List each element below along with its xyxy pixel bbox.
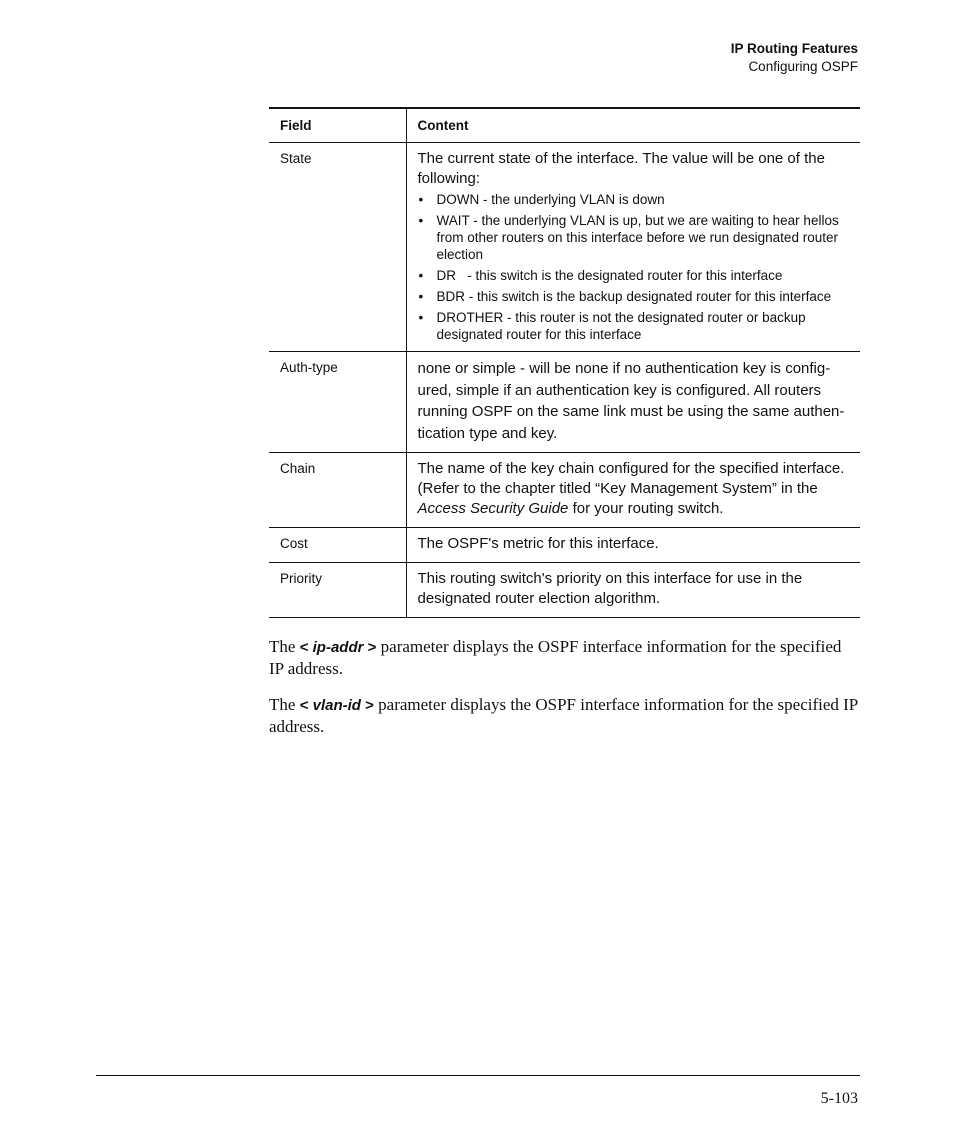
field-name: Priority [269, 563, 406, 618]
body-paragraph-vlan-id [269, 694, 860, 737]
table-row-cost [269, 528, 860, 563]
chain-text: The name of the key chain configured for the specified interface. (Refer to the chapter titled “Key Management System” in the [417, 460, 845, 497]
list-item: • BDR - this switch is the backup designated router for this interface [418, 288, 851, 305]
param-close: > [363, 639, 377, 656]
field-name: State [269, 143, 406, 352]
list-item: • DOWN - the underlying VLAN is down [418, 191, 851, 208]
field-content-table [269, 107, 860, 618]
list-item: • WAIT - the underlying VLAN is up, but we are waiting to hear hellos from other routers on this interface before we run designated router election [418, 212, 851, 263]
field-name: Chain [269, 453, 406, 528]
paragraph-text: The [269, 637, 300, 656]
paragraph-text: parameter displays the OSPF interface information for the specified IP address. [269, 637, 842, 678]
param-token: ip-addr [312, 639, 364, 656]
list-item: • DR - this switch is the designated router for this interface [418, 267, 851, 284]
footer-divider [96, 1075, 860, 1076]
chain-text-end: for your routing switch. [568, 500, 724, 517]
table-header-row [269, 108, 860, 143]
list-item: • DROTHER - this router is not the designated router or backup designated router for this interface [418, 309, 851, 343]
running-header [731, 40, 858, 76]
parameter-name [300, 697, 374, 714]
paragraph-text: parameter displays the OSPF interface information for the specified IP address. [269, 695, 858, 736]
field-content: none or simple - will be none if no authentication key is config-ured, simple if an authentication key is configured. All routers running OSPF on the same link must be using the same authen-tication type and key. [406, 352, 860, 453]
param-open: < [299, 639, 313, 656]
param-close: > [360, 697, 374, 714]
table-row-chain [269, 453, 860, 528]
field-content [406, 453, 860, 528]
paragraph-text: The [269, 695, 300, 714]
header-subsection-title: Configuring OSPF [748, 59, 858, 74]
column-header-field: Field [269, 108, 406, 143]
field-content: The OSPF's metric for this interface. [406, 528, 860, 563]
page-number: 5-103 [820, 1090, 858, 1107]
state-intro: The current state of the interface. The value will be one of the following: [417, 150, 825, 187]
field-name: Auth-type [269, 352, 406, 453]
table-row-state [269, 143, 860, 352]
book-title: Access Security Guide [417, 500, 569, 517]
parameter-name [300, 639, 377, 656]
param-token: vlan-id [312, 697, 361, 714]
state-values-list [418, 191, 851, 343]
field-name: Cost [269, 528, 406, 563]
table-row-auth-type [269, 352, 860, 453]
header-section-title: IP Routing Features [730, 41, 858, 56]
field-content: This routing switch's priority on this interface for use in the designated router election algorithm. [406, 563, 860, 618]
param-open: < [299, 697, 313, 714]
body-paragraph-ip-addr [269, 636, 860, 679]
column-header-content: Content [406, 108, 860, 143]
table-row-priority [269, 563, 860, 618]
field-content [406, 143, 860, 352]
